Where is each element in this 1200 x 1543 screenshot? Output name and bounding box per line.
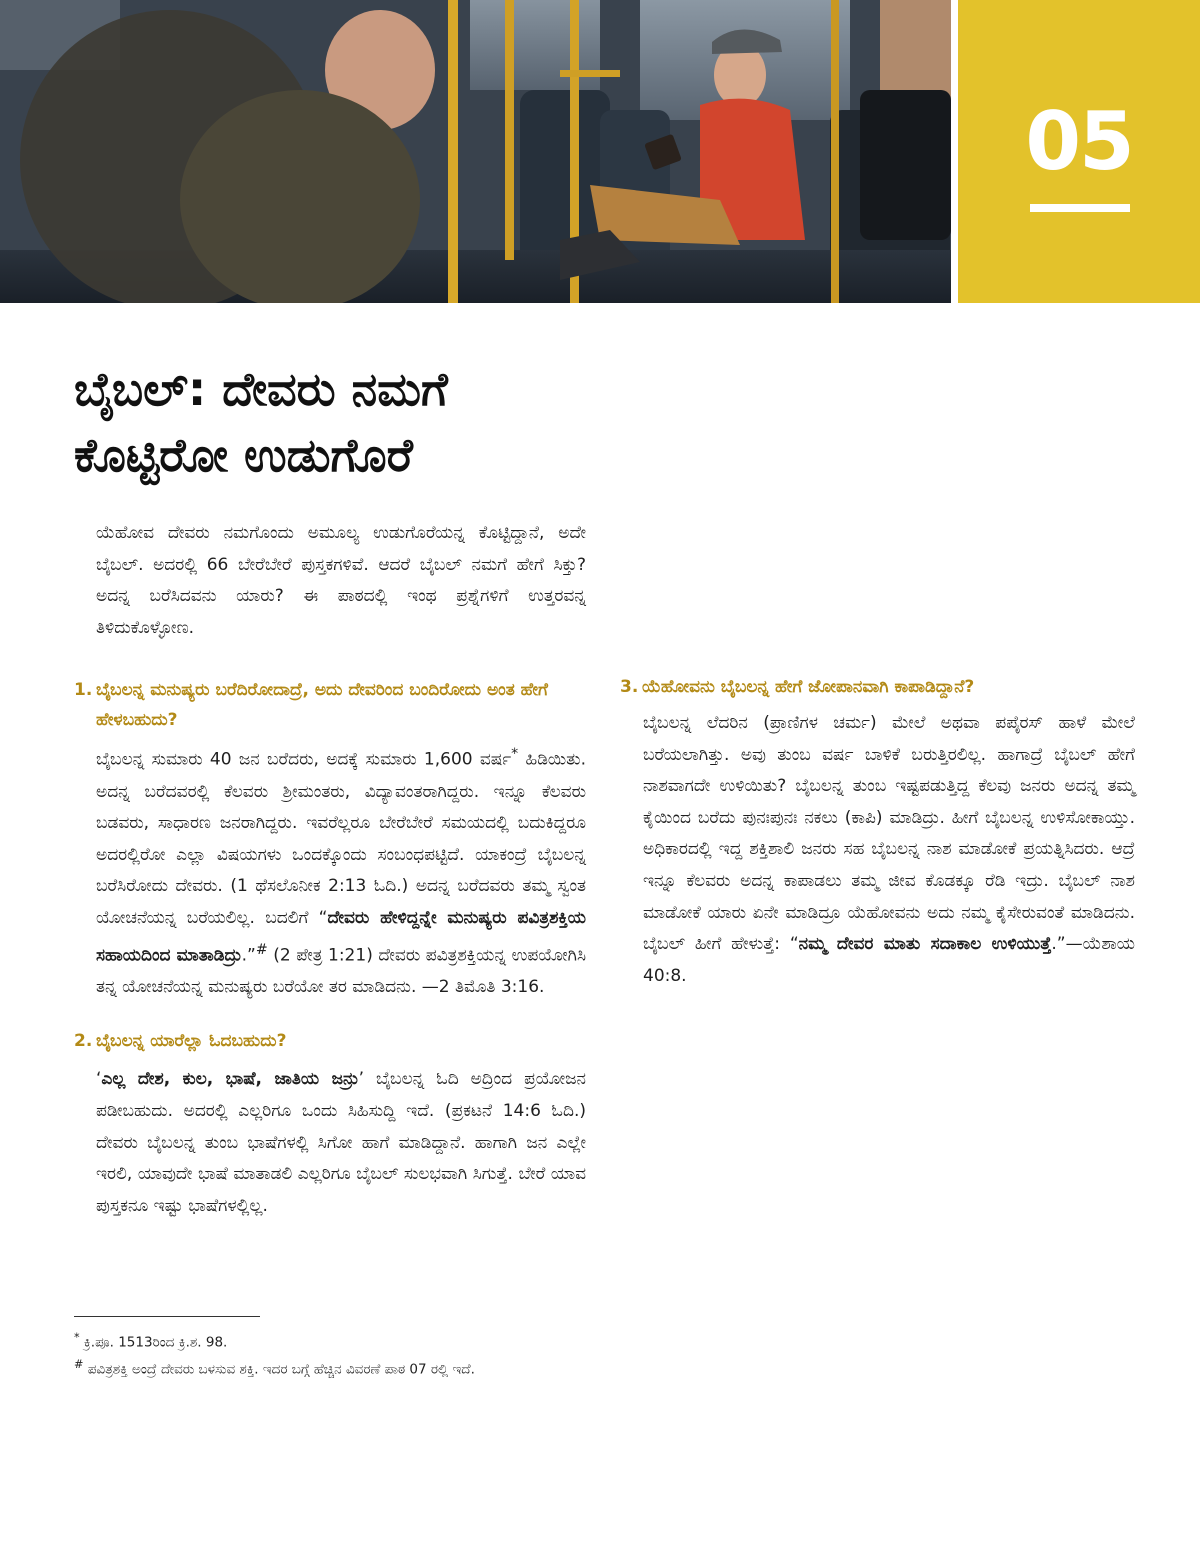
- right-column: [620, 518, 1135, 992]
- question-3-heading: [620, 672, 1135, 702]
- section-2-body-text: ’ ಬೈಬಲನ್ನ ಓದಿ ಅದ್ರಿಂದ ಪ್ರಯೋಜನ ಪಡೀಬಹುದು. ಅದರಲ್ಲಿ ಎಲ್ಲರಿಗೂ ಒಂದು ಸಿಹಿಸುದ್ದಿ ಇದೆ. (ಪ್ರಕಟನೆ 14:6 ಓದಿ.) ದೇವರು ಬೈಬಲನ್ನ ತುಂಬ ಭಾಷೆಗಳಲ್ಲಿ ಸಿಗೋ ಹಾಗೆ ಮಾಡಿದ್ದಾನೆ. ಹಾಗಾಗಿ ಜನ ಎಲ್ಲೇ ಇರಲಿ, ಯಾವುದೇ ಭಾಷೆ ಮಾತಾಡಲಿ ಎಲ್ಲರಿಗೂ ಬೈಬಲ್ ಸುಲಭವಾಗಿ ಸಿಗುತ್ತೆ. ಬೇರೆ ಯಾವ ಪುಸ್ತಕನೂ ಇಷ್ಟು ಭಾಷೆಗಳಲ್ಲಿಲ್ಲ.: [96, 1069, 586, 1216]
- footnote-1-text: ಕ್ರಿ.ಪೂ. 1513ರಿಂದ ಕ್ರಿ.ಶ. 98.: [79, 1334, 228, 1351]
- question-3-number: 3.: [620, 677, 639, 697]
- section-3-body-start: ಬೈಬಲನ್ನ ಲೆದರಿನ (ಪ್ರಾಣಿಗಳ ಚರ್ಮ) ಮೇಲೆ ಅಥವಾ ಪಪೈರಸ್ ಹಾಳೆ ಮೇಲೆ ಬರೆಯಲಾಗಿತ್ತು. ಅವು ತುಂಬ ವರ್ಷ ಬಾಳಿಕೆ ಬರುತ್ತಿರಲಿಲ್ಲ. ಹಾಗಾದ್ರೆ ಬೈಬಲ್ ಹೇಗೆ ನಾಶವಾಗದೇ ಉಳಿಯಿತು? ಬೈಬಲನ್ನ ತುಂಬ ಇಷ್ಟಪಡುತ್ತಿದ್ದ ಕೆಲವು ಜನರು ಅದನ್ನ ತಮ್ಮ ಕೈಯಿಂದ ಬರೆದು ಪುನಃಪುನಃ ನಕಲು (ಕಾಪಿ) ಮಾಡಿದ್ರು. ಹೀಗೆ ಬೈಬಲನ್ನ ಉಳಿಸೋಕಾಯ್ತು. ಅಧಿಕಾರದಲ್ಲಿ ಇದ್ದ ಶಕ್ತಿಶಾಲಿ ಜನರು ಸಹ ಬೈಬಲನ್ನ ನಾಶ ಮಾಡೋಕೆ ಪ್ರಯತ್ನಿಸಿದರು. ಆದ್ರೆ ಇನ್ನೂ ಕೆಲವರು ಅದನ್ನ ಕಾಪಾಡಲು ತಮ್ಮ ಜೀವ ಕೊಡಕ್ಕೂ ರೆಡಿ ಇದ್ರು. ಬೈಬಲ್ ನಾಶ ಮಾಡೋಕೆ ಯಾರು ಏನೇ ಮಾಡಿದ್ರೂ ಯೆಹೋವನು ಅದು ನಮ್ಮ ಕೈಸೇರುವಂತೆ ಮಾಡಿದನು. ಬೈಬಲ್ ಹೀಗೆ ಹೇಳುತ್ತೆ: “: [643, 713, 1135, 955]
- footnote-ref-star[interactable]: *: [511, 746, 519, 763]
- section-1-body-start: ಬೈಬಲನ್ನ ಸುಮಾರು 40 ಜನ ಬರೆದರು, ಅದಕ್ಕೆ ಸುಮಾರು 1,600 ವರ್ಷ: [96, 750, 512, 771]
- question-1-text: ಬೈಬಲನ್ನ ಮನುಷ್ಯರು ಬರೆದಿರೋದಾದ್ರೆ, ಅದು ದೇವರಿಂದ ಬಂದಿರೋದು ಅಂತ ಹೇಗೆ ಹೇಳಬಹುದು?: [96, 680, 548, 731]
- chapter-badge: [958, 0, 1200, 303]
- section-1-quote-end: .”: [241, 945, 256, 966]
- section-1-bold-quote: ದೇವರು ಹೇಳಿದ್ದನ್ನೇ ಮನುಷ್ಯರು ಪವಿತ್ರಶಕ್ತಿಯ ಸಹಾಯದಿಂದ ಮಾತಾಡಿದ್ರು: [96, 908, 586, 966]
- section-2-open-quote: ‘: [96, 1069, 102, 1090]
- header-photo: [0, 0, 951, 303]
- page-title: [74, 356, 634, 488]
- section-1-body: [96, 739, 586, 1003]
- footnotes: [74, 1316, 586, 1380]
- footnote-1: [74, 1327, 586, 1354]
- footnote-2: [74, 1354, 586, 1381]
- section-3-body: [643, 708, 1135, 992]
- section-2-body-part-1: [96, 1064, 586, 1222]
- footnote-2-mark: #: [74, 1357, 84, 1371]
- footnote-1-mark: *: [74, 1331, 80, 1344]
- footnote-ref-hash[interactable]: #: [255, 941, 268, 958]
- question-3-text: ಯೆಹೋವನು ಬೈಬಲನ್ನ ಹೇಗೆ ಜೋಪಾನವಾಗಿ ಕಾಪಾಡಿದ್ದಾನೆ?: [642, 677, 975, 697]
- question-2-text: ಬೈಬಲನ್ನ ಯಾರೆಲ್ಲಾ ಓದಬಹುದು?: [96, 1031, 287, 1052]
- bus-scene-illustration: [0, 0, 951, 303]
- left-column: [74, 518, 586, 1222]
- chapter-number: 05: [1025, 95, 1133, 188]
- section-3-bold-quote: ನಮ್ಮ ದೇವರ ಮಾತು ಸದಾಕಾಲ ಉಳಿಯುತ್ತೆ: [798, 934, 1052, 955]
- section-2-bold-phrase: ಎಲ್ಲ ದೇಶ, ಕುಲ, ಭಾಷೆ, ಜಾತಿಯ ಜನ್ರು: [101, 1069, 359, 1090]
- section-3-body-end: .”—ಯೆಶಾಯ 40:8.: [643, 934, 1136, 986]
- footnote-2-text: ಪವಿತ್ರಶಕ್ತಿ ಅಂದ್ರೆ ದೇವರು ಬಳಸುವ ಶಕ್ತಿ. ಇದರ ಬಗ್ಗೆ ಹೆಚ್ಚಿನ ವಿವರಣೆ ಪಾಠ 07 ರಲ್ಲಿ ಇದೆ.: [83, 1361, 475, 1377]
- question-1-number: 1.: [74, 680, 93, 701]
- page-title-line-2: ಕೊಟ್ಟಿರೋ ಉಡುಗೊರೆ: [74, 428, 413, 482]
- footnote-divider: [74, 1316, 260, 1317]
- section-1-body-mid: ಹಿಡಿಯಿತು. ಅದನ್ನ ಬರೆದವರಲ್ಲಿ ಕೆಲವರು ಶ್ರೀಮಂತರು, ವಿದ್ಯಾವಂತರಾಗಿದ್ದರು. ಇನ್ನೂ ಕೆಲವರು ಬಡವರು, ಸಾಧಾರಣ ಜನರಾಗಿದ್ದರು. ಇವರೆಲ್ಲರೂ ಬೇರೆಬೇರೆ ಸಮಯದಲ್ಲಿ ಬದುಕಿದ್ದರೂ ಅದರಲ್ಲಿರೋ ಎಲ್ಲಾ ವಿಷಯಗಳು ಒಂದಕ್ಕೊಂದು ಸಂಬಂಧಪಟ್ಟಿದೆ. ಯಾಕಂದ್ರೆ ಬೈಬಲನ್ನ ಬರೆಸಿರೋದು ದೇವರು. (1 ಥೆಸಲೊನೀಕ 2:13 ಓದಿ.) ಅದನ್ನ ಬರೆದವರು ತಮ್ಮ ಸ್ವಂತ ಯೋಚನೆಯನ್ನ ಬರೆಯಲಿಲ್ಲ. ಬದಲಿಗೆ “: [96, 750, 586, 928]
- intro-paragraph: ಯೆಹೋವ ದೇವರು ನಮಗೊಂದು ಅಮೂಲ್ಯ ಉಡುಗೊರೆಯನ್ನ ಕೊಟ್ಟಿದ್ದಾನೆ, ಅದೇ ಬೈಬಲ್. ಅದರಲ್ಲಿ 66 ಬೇರೆಬೇರೆ ಪುಸ್ತಕಗಳಿವೆ. ಆದರೆ ಬೈಬಲ್ ನಮಗೆ ಹೇಗೆ ಸಿಕ್ತು? ಅದನ್ನ ಬರೆಸಿದವನು ಯಾರು? ಈ ಪಾಠದಲ್ಲಿ ಇಂಥ ಪ್ರಶ್ನೆಗಳಿಗೆ ಉತ್ತರವನ್ನ ತಿಳಿದುಕೊಳ್ಳೋಣ.: [96, 523, 586, 638]
- section-1-body-end: (2 ಪೇತ್ರ 1:21) ದೇವರು ಪವಿತ್ರಶಕ್ತಿಯನ್ನ ಉಪಯೋಗಿಸಿ ತನ್ನ ಯೋಚನೆಯನ್ನ ಮನುಷ್ಯರು ಬರೆಯೋ ತರ ಮಾಡಿದನು. —2 ತಿಮೊತಿ 3:16.: [96, 945, 586, 997]
- page-title-line-1: ಬೈಬಲ್: ದೇವರು ನಮಗೆ: [74, 362, 448, 416]
- question-2-heading: [74, 1026, 586, 1056]
- chapter-underline: [1030, 204, 1130, 212]
- question-1-heading: [74, 675, 586, 735]
- question-2-number: 2.: [74, 1031, 93, 1052]
